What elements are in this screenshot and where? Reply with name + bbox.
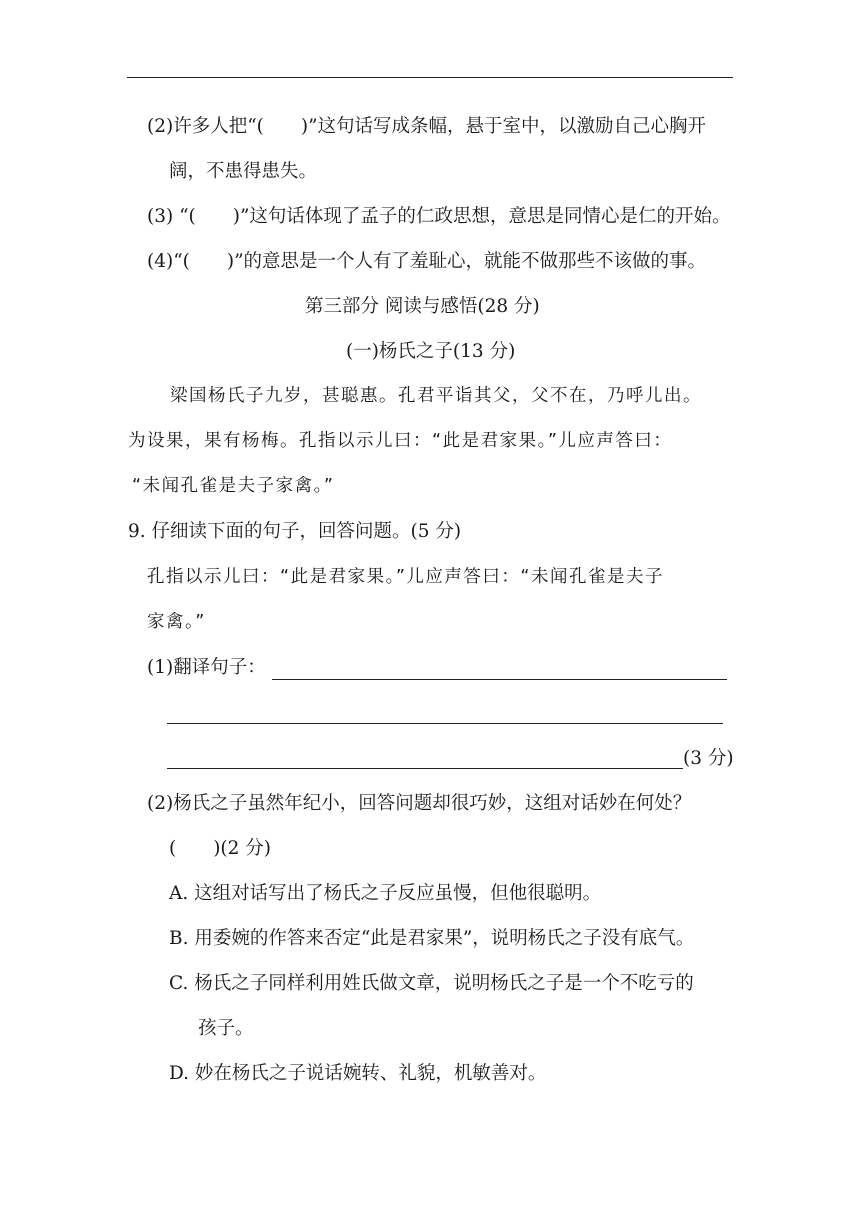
passage-line-1: 梁国杨氏子九岁，甚聪惠。孔君平诣其父，父不在，乃呼儿出。	[170, 386, 702, 406]
question-2-line-2: 阔，不患得患失。	[169, 161, 318, 182]
answer-line-2[interactable]	[167, 723, 723, 724]
passage-line-3: “未闻孔雀是夫子家禽。”	[132, 476, 335, 496]
header-rule	[127, 77, 733, 78]
option-c-line-2: 孩子。	[198, 1018, 254, 1039]
sub-question-2: (2)杨氏之子虽然年纪小，回答问题却很巧妙，这组对话妙在何处？	[147, 793, 692, 814]
sub-question-2-blank: ( )(2 分)	[169, 838, 272, 859]
option-b: B. 用委婉的作答来否定“此是君家果”，说明杨氏之子没有底气。	[169, 928, 695, 949]
sub-question-1-label: (1)翻译句子：	[147, 657, 266, 678]
question-9-stem: 9. 仔细读下面的句子，回答问题。(5 分)	[128, 521, 462, 542]
option-d: D. 妙在杨氏之子说话婉转、礼貌，机敏善对。	[169, 1063, 547, 1084]
option-a: A. 这组对话写出了杨氏之子反应虽慢，但他很聪明。	[169, 883, 602, 904]
question-4: (4)“( )”的意思是一个人有了羞耻心，就能不做那些不该做的事。	[147, 251, 707, 272]
option-c-line-1: C. 杨氏之子同样利用姓氏做文章，说明杨氏之子是一个不吃亏的	[169, 973, 694, 994]
question-9-quote-line-2: 家禽。”	[147, 612, 206, 632]
question-3: (3) “( )”这句话体现了孟子的仁政思想，意思是同情心是仁的开始。	[147, 206, 731, 227]
answer-line-1[interactable]	[272, 679, 727, 680]
section-title: 第三部分 阅读与感悟(28 分)	[305, 296, 540, 317]
question-9-quote-line-1: 孔指以示儿曰：“此是君家果。”儿应声答曰：“未闻孔雀是夫子	[147, 567, 664, 587]
sub-question-1-score: (3 分)	[683, 748, 734, 769]
question-2-line-1: (2)许多人把“( )”这句话写成条幅，悬于室中，以激励自己心胸开	[147, 116, 707, 137]
passage-line-2: 为设果，果有杨梅。孔指以示儿曰：“此是君家果。”儿应声答曰：	[128, 431, 673, 451]
answer-line-3[interactable]	[167, 768, 683, 769]
passage-title: (一)杨氏之子(13 分)	[346, 341, 516, 362]
